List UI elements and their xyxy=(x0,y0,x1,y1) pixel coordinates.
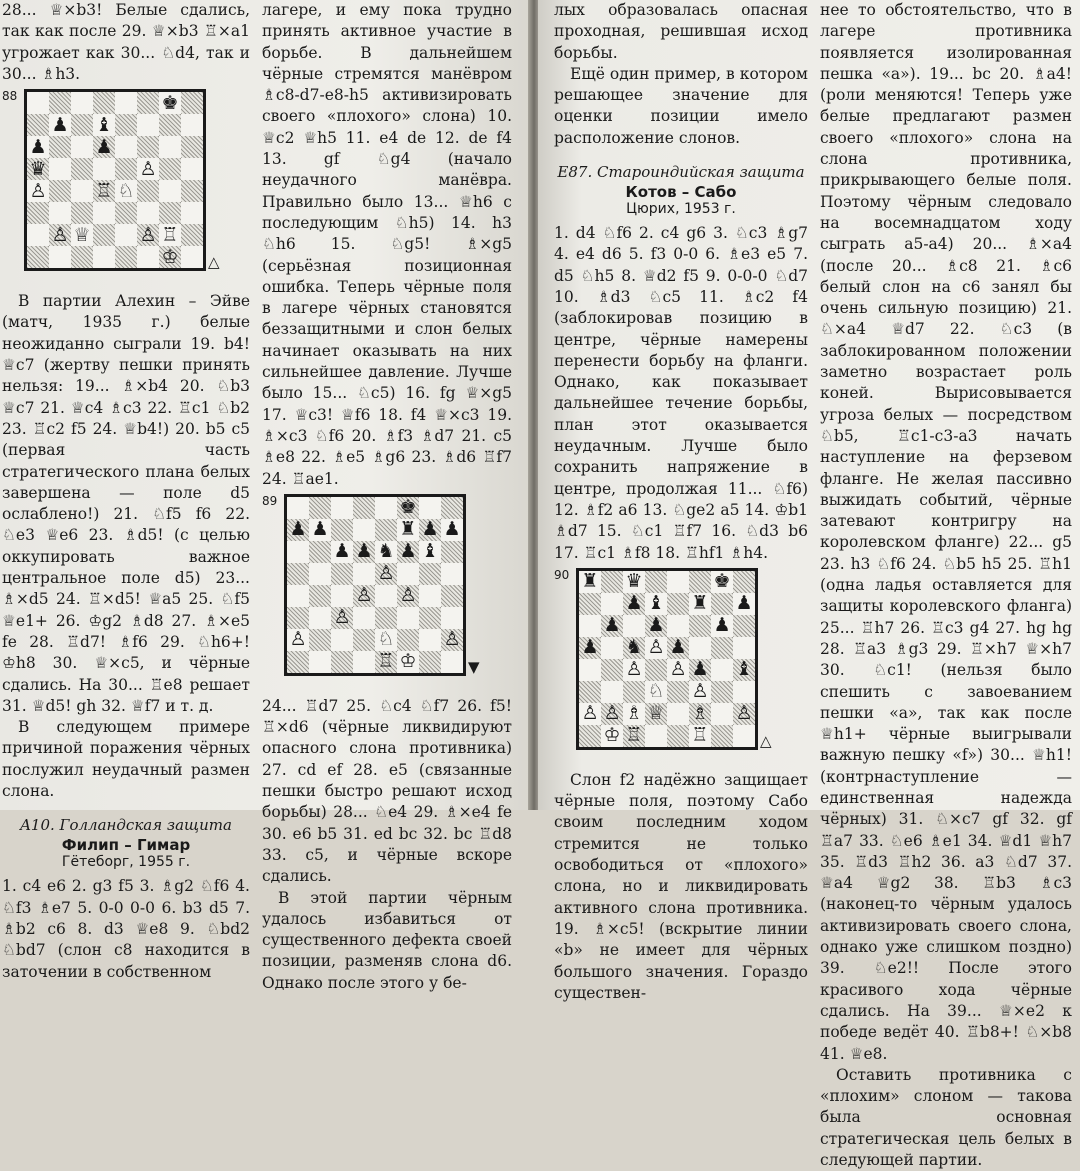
board-square xyxy=(441,563,463,585)
board-square xyxy=(331,541,353,563)
chessboard xyxy=(24,89,206,271)
board-square xyxy=(287,563,309,585)
board-square xyxy=(309,541,331,563)
board-square xyxy=(93,114,115,136)
board-square xyxy=(419,629,441,651)
paragraph: лых образовалась опасная проходная, решившая исход борьбы. xyxy=(554,1,808,62)
board-square xyxy=(645,615,667,637)
board-square xyxy=(397,519,419,541)
board-square xyxy=(711,615,733,637)
board-square xyxy=(397,651,419,673)
board-square xyxy=(27,92,49,114)
black-pawn-icon: ♟ xyxy=(603,614,621,637)
board-square xyxy=(137,180,159,202)
board-square xyxy=(419,607,441,629)
white-pawn-icon: ♙ xyxy=(289,628,307,651)
side-to-move-marker: △ xyxy=(760,731,772,750)
board-square xyxy=(689,637,711,659)
game-place: Цюрих, 1953 г. xyxy=(626,201,736,218)
black-bishop-icon: ♝ xyxy=(735,658,753,681)
board-square xyxy=(419,497,441,519)
board-square xyxy=(159,224,181,246)
black-pawn-icon: ♟ xyxy=(311,518,329,541)
diagram-number: 89 xyxy=(262,493,278,508)
board-square xyxy=(667,571,689,593)
board-square xyxy=(159,246,181,268)
board-square xyxy=(579,703,601,725)
board-square xyxy=(397,629,419,651)
board-square xyxy=(579,571,601,593)
board-square xyxy=(667,681,689,703)
board-square xyxy=(711,637,733,659)
board-square xyxy=(419,563,441,585)
board-square xyxy=(711,703,733,725)
white-pawn-icon: ♙ xyxy=(377,562,395,585)
black-bishop-icon: ♝ xyxy=(647,592,665,615)
board-square xyxy=(419,541,441,563)
board-square xyxy=(137,92,159,114)
board-square xyxy=(353,585,375,607)
board-square xyxy=(397,497,419,519)
board-square xyxy=(353,519,375,541)
board-square xyxy=(733,615,755,637)
white-pawn-icon: ♙ xyxy=(399,584,417,607)
white-rook-icon: ♖ xyxy=(377,650,395,673)
board-square xyxy=(71,180,93,202)
board-square xyxy=(667,725,689,747)
black-pawn-icon: ♟ xyxy=(691,658,709,681)
paragraph: В этой партии чёрным удалось избавиться от существенного дефекта своей позиции, разменяв слона d6. Однако после этого у бе- xyxy=(262,888,512,992)
paragraph: 1. d4 ♘f6 2. c4 g6 3. ♘c3 ♗g7 4. e4 d6 5. f3 0-0 6. ♗e3 e5 7. d5 ♘h5 8. ♕d2 f5 9. 0-0-0 ♘d7 10. ♗d3 ♘c5 11. ♗c2 f4 (заблокировав позицию в центре, чёрные намерены перенести борьбу на фланги. Однако, как показывает дальнейшее течение борьбы, план этот оказывается неудачным. Лучше было сохранить напряжение в центре, продолжая 11... ♘f6) 12. ♗f2 a6 13. ♘ge2 a5 14. ♔b1 ♗d7 15. ♘c1 ♖f7 16. ♘d3 b6 17. ♖c1 ♗f8 18. ♖hf1 ♗h4. xyxy=(554,224,808,562)
board-square xyxy=(397,607,419,629)
board-square xyxy=(645,703,667,725)
board-square xyxy=(579,725,601,747)
board-square xyxy=(49,224,71,246)
white-bishop-icon: ♗ xyxy=(691,702,709,725)
board-square xyxy=(137,202,159,224)
black-bishop-icon: ♝ xyxy=(95,113,113,136)
board-square xyxy=(115,180,137,202)
left-page-column-1 xyxy=(2,0,250,981)
white-queen-icon: ♕ xyxy=(73,223,91,246)
black-pawn-icon: ♟ xyxy=(443,518,461,541)
side-to-move-marker: ▼ xyxy=(468,657,480,676)
board-square xyxy=(27,202,49,224)
board-square xyxy=(733,659,755,681)
board-square xyxy=(601,615,623,637)
board-square xyxy=(115,246,137,268)
black-pawn-icon: ♟ xyxy=(399,540,417,563)
board-square xyxy=(645,593,667,615)
board-square xyxy=(601,681,623,703)
board-square xyxy=(159,180,181,202)
black-pawn-icon: ♟ xyxy=(421,518,439,541)
white-knight-icon: ♘ xyxy=(117,179,135,202)
board-square xyxy=(309,629,331,651)
white-pawn-icon: ♙ xyxy=(669,658,687,681)
paragraph: 1. c4 e6 2. g3 f5 3. ♗g2 ♘f6 4. ♘f3 ♗e7 5. 0-0 0-0 6. b3 d5 7. ♗b2 c6 8. d3 ♕e8 9. ♘bd2 ♘bd7 (слон c8 находится в заточении в собственном xyxy=(2,877,250,981)
board-square xyxy=(93,180,115,202)
board-square xyxy=(137,158,159,180)
board-square xyxy=(27,180,49,202)
board-square xyxy=(137,136,159,158)
paragraph: В следующем примере причиной поражения чёрных послужил неудачный размен слона. xyxy=(2,718,250,801)
opening-heading: E87. Староиндийская защита xyxy=(557,163,805,182)
board-square xyxy=(645,637,667,659)
board-square xyxy=(309,563,331,585)
board-square xyxy=(27,114,49,136)
board-square xyxy=(27,158,49,180)
board-square xyxy=(623,681,645,703)
white-pawn-icon: ♙ xyxy=(139,223,157,246)
board-square xyxy=(159,92,181,114)
board-square xyxy=(623,725,645,747)
board-square xyxy=(711,571,733,593)
white-pawn-icon: ♙ xyxy=(139,157,157,180)
board-square xyxy=(645,571,667,593)
chess-diagram-90 xyxy=(554,568,808,764)
board-square xyxy=(115,224,137,246)
black-king-icon: ♚ xyxy=(713,570,731,593)
board-square xyxy=(623,593,645,615)
white-pawn-icon: ♙ xyxy=(647,636,665,659)
board-square xyxy=(375,541,397,563)
board-square xyxy=(711,725,733,747)
board-square xyxy=(49,92,71,114)
board-square xyxy=(375,607,397,629)
board-square xyxy=(645,681,667,703)
game-place: Гётеборг, 1955 г. xyxy=(61,854,191,871)
game-players: Котов – Сабо xyxy=(625,183,737,202)
board-square xyxy=(309,497,331,519)
board-square xyxy=(419,651,441,673)
board-square xyxy=(287,607,309,629)
paragraph: лагере, и ему пока трудно принять активное участие в борьбе. В дальнейшем чёрные стремятся манёвром ♗c8-d7-e8-h5 активизировать своего «плохого» слона) 10. ♕c2 ♕h5 11. e4 de 12. de f4 13. gf ♘g4 (начало неудачного манёвра. Правильно было 13... ♕h6 с последующим ♘h5) 14. h3 ♘h6 15. ♘g5! ♗×g5 (серьёзная позиционная ошибка. Теперь чёрные поля в лагере чёрных становятся беззащитными и слон белых начинает оказывать на них сильнейшее давление. Лучше было 15... ♘c5) 16. fg ♕×g5 17. ♕c3! ♕f6 18. f4 ♕×c3 19. ♗×c3 ♘f6 20. ♗f3 ♗d7 21. c5 ♗e8 22. ♗e5 ♗g6 23. ♗d6 ♖f7 24. ♖ae1. xyxy=(262,1,512,488)
white-pawn-icon: ♙ xyxy=(581,702,599,725)
board-square xyxy=(181,92,203,114)
diagram-number: 88 xyxy=(2,89,18,104)
board-square xyxy=(137,114,159,136)
right-page xyxy=(538,0,1080,1170)
board-square xyxy=(601,659,623,681)
board-square xyxy=(353,607,375,629)
board-square xyxy=(623,571,645,593)
board-square xyxy=(93,158,115,180)
black-pawn-icon: ♟ xyxy=(735,592,753,615)
chess-diagram-88 xyxy=(2,89,250,285)
board-square xyxy=(689,571,711,593)
board-square xyxy=(287,651,309,673)
board-square xyxy=(159,114,181,136)
paragraph: Оставить противника с «плохим» слоном — такова была основная стратегическая цель белых в следующей партии. xyxy=(820,1065,1072,1170)
board-square xyxy=(711,681,733,703)
board-square xyxy=(331,519,353,541)
board-square xyxy=(49,158,71,180)
board-square xyxy=(27,136,49,158)
board-square xyxy=(353,563,375,585)
board-square xyxy=(579,593,601,615)
board-square xyxy=(375,563,397,585)
board-square xyxy=(93,224,115,246)
board-square xyxy=(331,607,353,629)
board-square xyxy=(93,246,115,268)
board-square xyxy=(579,659,601,681)
board-square xyxy=(331,651,353,673)
board-square xyxy=(331,563,353,585)
board-square xyxy=(689,659,711,681)
black-pawn-icon: ♟ xyxy=(581,636,599,659)
board-square xyxy=(645,725,667,747)
board-square xyxy=(689,703,711,725)
board-square xyxy=(667,659,689,681)
board-square xyxy=(309,651,331,673)
board-square xyxy=(71,224,93,246)
board-square xyxy=(645,659,667,681)
right-page-column-1 xyxy=(554,0,808,1002)
black-pawn-icon: ♟ xyxy=(289,518,307,541)
board-square xyxy=(71,246,93,268)
board-square xyxy=(287,585,309,607)
board-square xyxy=(579,681,601,703)
paragraph: 28... ♕×b3! Белые сдались, так как после 29. ♕×b3 ♖×a1 угрожает как 30... ♘d4, так и 30... ♗h3. xyxy=(2,1,250,83)
side-to-move-marker: △ xyxy=(208,253,220,272)
board-square xyxy=(441,497,463,519)
board-square xyxy=(711,659,733,681)
board-square xyxy=(159,202,181,224)
board-square xyxy=(623,637,645,659)
white-queen-icon: ♕ xyxy=(647,702,665,725)
board-square xyxy=(353,629,375,651)
board-square xyxy=(159,136,181,158)
board-square xyxy=(375,585,397,607)
black-pawn-icon: ♟ xyxy=(647,614,665,637)
board-square xyxy=(375,497,397,519)
board-square xyxy=(309,607,331,629)
board-square xyxy=(397,563,419,585)
board-square xyxy=(441,519,463,541)
board-square xyxy=(353,651,375,673)
white-king-icon: ♔ xyxy=(161,245,179,268)
board-square xyxy=(733,725,755,747)
board-square xyxy=(27,224,49,246)
chess-diagram-89 xyxy=(262,494,512,690)
board-square xyxy=(331,629,353,651)
board-square xyxy=(397,585,419,607)
white-knight-icon: ♘ xyxy=(377,628,395,651)
board-square xyxy=(689,593,711,615)
board-square xyxy=(93,92,115,114)
board-square xyxy=(49,202,71,224)
board-square xyxy=(71,114,93,136)
board-square xyxy=(733,571,755,593)
white-pawn-icon: ♙ xyxy=(355,584,373,607)
board-square xyxy=(287,519,309,541)
white-pawn-icon: ♙ xyxy=(603,702,621,725)
board-square xyxy=(733,681,755,703)
board-square xyxy=(181,114,203,136)
board-square xyxy=(601,593,623,615)
board-square xyxy=(623,615,645,637)
white-pawn-icon: ♙ xyxy=(625,658,643,681)
board-square xyxy=(331,585,353,607)
white-pawn-icon: ♙ xyxy=(51,223,69,246)
white-king-icon: ♔ xyxy=(603,724,621,747)
board-square xyxy=(375,519,397,541)
black-knight-icon: ♞ xyxy=(625,636,643,659)
left-page xyxy=(0,0,530,992)
white-pawn-icon: ♙ xyxy=(29,179,47,202)
white-pawn-icon: ♙ xyxy=(691,680,709,703)
white-pawn-icon: ♙ xyxy=(443,628,461,651)
black-pawn-icon: ♟ xyxy=(713,614,731,637)
board-square xyxy=(71,202,93,224)
right-page-column-2 xyxy=(820,0,1072,1170)
white-king-icon: ♔ xyxy=(399,650,417,673)
board-square xyxy=(49,114,71,136)
black-pawn-icon: ♟ xyxy=(51,113,69,136)
board-square xyxy=(181,158,203,180)
board-square xyxy=(115,114,137,136)
board-square xyxy=(689,615,711,637)
board-square xyxy=(579,615,601,637)
board-square xyxy=(733,637,755,659)
paragraph: нее то обстоятельство, что в лагере противника появляется изолированная пешка «а»). 19... bc 20. ♗a4! (роли меняются! Теперь уже белые предлагают размен своего «плохого» слона на слона противника, прикрывающего белые поля. Поэтому чёрным следовало на восемнадцатом ходу сыграть a5-a4) 20... ♗×a4 (после 20... ♗c8 21. ♗c6 белый слон на c6 занял бы очень сильную позицию) 21. ♘×a4 ♕d7 22. ♘c3 (в заблокированном положении заметно возрастает роль коней. Вырисовывается угроза белых — посредством ♘b5, ♖c1-c3-a3 начать наступление на ферзевом фланге. Не желая пассивно выжидать событий, чёрные затевают контригру на королевском фланге) 22... g5 23. h3 ♘f6 24. ♘b5 h5 25. ♖h1 (одна ладья оставляется для защиты королевского фланга) 25... ♖h7 26. ♖c3 g4 27. hg hg 28. ♖a3 ♗g3 29. ♖×h7 ♕×h7 30. ♘c1! (нельзя было спешить с завоеванием пешки «а», так как после ♕h1+ чёрные выигрывали важную пешку «f») 30... ♕h1! (контрнаступление — единственная надежда чёрных) 31. ♘×c7 gf 32. gf ♖a7 33. ♘e6 ♗e1 34. ♕d1 ♕h7 35. ♖d3 ♖h2 36. a3 ♘d7 37. ♕a4 ♕g2 38. ♖b3 ♗c3 (наконец-то чёрным удалось активизировать своего слона, однако уже слишком поздно) 39. ♘e2!! После этого красивого хода чёрные сдались. На 39... ♕×e2 к победе ведёт 40. ♖b8+! ♘×b8 41. ♕e8. xyxy=(820,1,1072,1063)
white-rook-icon: ♖ xyxy=(691,724,709,747)
black-pawn-icon: ♟ xyxy=(355,540,373,563)
chessboard xyxy=(576,568,758,750)
paragraph: Слон f2 надёжно защищает чёрные поля, поэтому Сабо своим последним ходом стремится не только освободиться от «плохого» слона, но и ликвидировать активного слона противника. 19. ♗×c5! (вскрытие линии «b» не имеет для чёрных большого значения. Гораздо существен- xyxy=(554,770,808,1002)
board-square xyxy=(287,629,309,651)
board-square xyxy=(667,637,689,659)
board-square xyxy=(419,519,441,541)
board-square xyxy=(331,497,353,519)
black-rook-icon: ♜ xyxy=(691,592,709,615)
black-pawn-icon: ♟ xyxy=(669,636,687,659)
board-square xyxy=(181,180,203,202)
board-square xyxy=(733,703,755,725)
game-players: Филип – Гимар xyxy=(61,836,191,855)
board-square xyxy=(287,497,309,519)
board-square xyxy=(115,136,137,158)
white-bishop-icon: ♗ xyxy=(625,702,643,725)
board-square xyxy=(93,136,115,158)
board-square xyxy=(579,637,601,659)
board-square xyxy=(601,637,623,659)
board-square xyxy=(733,593,755,615)
left-page-column-2 xyxy=(262,0,512,992)
chessboard xyxy=(284,494,466,676)
black-queen-icon: ♛ xyxy=(29,157,47,180)
white-rook-icon: ♖ xyxy=(161,223,179,246)
board-square xyxy=(441,651,463,673)
board-square xyxy=(27,246,49,268)
black-king-icon: ♚ xyxy=(161,91,179,114)
white-pawn-icon: ♙ xyxy=(333,606,351,629)
board-square xyxy=(137,224,159,246)
board-square xyxy=(601,703,623,725)
board-square xyxy=(181,224,203,246)
board-square xyxy=(623,659,645,681)
black-king-icon: ♚ xyxy=(399,496,417,519)
board-square xyxy=(115,158,137,180)
board-square xyxy=(287,541,309,563)
black-pawn-icon: ♟ xyxy=(95,135,113,158)
black-rook-icon: ♜ xyxy=(399,518,417,541)
board-square xyxy=(397,541,419,563)
board-square xyxy=(353,497,375,519)
paragraph: 24... ♖d7 25. ♘c4 ♘f7 26. f5! ♖×d6 (чёрные ликвидируют опасного слона противника) 27. cd ef 28. e5 (связанные пешки быстро решают исход борьбы) 28... ♘e4 29. ♗×e4 fe 30. e6 b5 31. ed bc 32. bc ♖d8 33. c5, и чёрные вскоре сдались. xyxy=(262,696,512,886)
board-square xyxy=(93,202,115,224)
black-bishop-icon: ♝ xyxy=(421,540,439,563)
board-square xyxy=(309,585,331,607)
board-square xyxy=(49,180,71,202)
board-square xyxy=(309,519,331,541)
black-pawn-icon: ♟ xyxy=(625,592,643,615)
board-square xyxy=(181,246,203,268)
board-square xyxy=(711,593,733,615)
board-square xyxy=(181,202,203,224)
board-square xyxy=(49,246,71,268)
black-pawn-icon: ♟ xyxy=(333,540,351,563)
board-square xyxy=(667,703,689,725)
board-square xyxy=(441,629,463,651)
board-square xyxy=(49,136,71,158)
white-rook-icon: ♖ xyxy=(95,179,113,202)
board-square xyxy=(667,593,689,615)
board-square xyxy=(689,681,711,703)
opening-heading: A10. Голландская защита xyxy=(20,816,232,835)
board-square xyxy=(353,541,375,563)
board-square xyxy=(137,246,159,268)
board-square xyxy=(71,92,93,114)
board-square xyxy=(71,136,93,158)
board-square xyxy=(419,585,441,607)
board-square xyxy=(441,541,463,563)
white-rook-icon: ♖ xyxy=(625,724,643,747)
paragraph: Ещё один пример, в котором решающее значение для оценки позиции имело расположение слонов. xyxy=(554,64,808,147)
paragraph: В партии Алехин – Эйве (матч, 1935 г.) белые неожиданно сыграли 19. b4! ♕c7 (жертву пешки принять нельзя: 19... ♗×b4 20. ♘b3 ♕c7 21. ♕c4 ♗c3 22. ♖c1 ♘b2 23. ♖c2 f5 24. ♕b4!) 20. b5 c5 (первая часть стратегического плана белых завершена — поле d5 ослаблено!) 21. ♘f5 f6 22. ♘e3 ♕e6 23. ♗d5! (с целью оккупировать важное центральное поле d5) 23... ♗×d5 24. ♖×d5! ♕a5 25. ♘f5 ♕e1+ 26. ♔g2 ♗d8 27. ♗×e5 fe 28. ♖d7! ♗f6 29. ♘h6+! ♔h8 30. ♕×c5, и чёрные сдались. На 30... ♖e8 решает 31. ♕d5! gh 32. ♕f7 и т. д. xyxy=(2,292,250,715)
white-knight-icon: ♘ xyxy=(647,680,665,703)
black-pawn-icon: ♟ xyxy=(29,135,47,158)
board-square xyxy=(159,158,181,180)
board-square xyxy=(115,92,137,114)
black-rook-icon: ♜ xyxy=(581,570,599,593)
board-square xyxy=(601,725,623,747)
board-square xyxy=(181,136,203,158)
diagram-number: 90 xyxy=(554,567,570,582)
board-square xyxy=(115,202,137,224)
board-square xyxy=(441,585,463,607)
black-knight-icon: ♞ xyxy=(377,540,395,563)
board-square xyxy=(689,725,711,747)
board-square xyxy=(71,158,93,180)
board-square xyxy=(601,571,623,593)
board-square xyxy=(667,615,689,637)
board-square xyxy=(623,703,645,725)
board-square xyxy=(441,607,463,629)
board-square xyxy=(375,629,397,651)
board-square xyxy=(375,651,397,673)
white-pawn-icon: ♙ xyxy=(735,702,753,725)
black-queen-icon: ♛ xyxy=(625,570,643,593)
